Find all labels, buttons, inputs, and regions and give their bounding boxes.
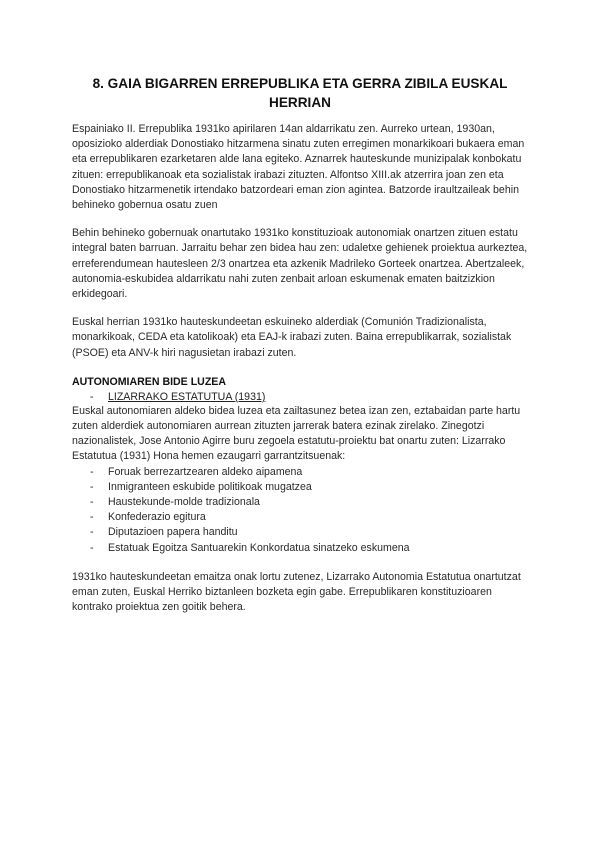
list-item-text: Foruak berrezartzearen aldeko aipamena <box>108 465 303 478</box>
dash-marker: - <box>90 511 94 524</box>
list-item <box>72 525 528 540</box>
dash-marker: - <box>90 390 94 403</box>
spacer <box>72 556 528 570</box>
list-item-text: Inmigranteen eskubide politikoak mugatzea <box>108 480 312 493</box>
dash-marker: - <box>90 465 94 478</box>
list-item-text: Diputazioen papera handitu <box>108 526 238 539</box>
list-item-text: Konfederazio egitura <box>108 511 206 524</box>
paragraph-constitution: Behin behineko gobernuak onartutako 1931ko konstituzioak autonomiak onartzen zituen estatu integral baten barruan. Jarraitu behar zen bidea hau zen: udaletxe gehienek proiektua aurkeztea, erreferendumean hautesleen 2/3 onartzea eta azkenik Madrileko Gorteek onartzea. Abertzaleek, autonomia-eskubidea aldarrikatu nahi zuten zenbait arloan eskumenak ematen baitzizkion erkidegoari. <box>72 227 528 301</box>
features-list <box>72 465 528 556</box>
dash-marker: - <box>90 526 94 539</box>
spacer <box>72 361 528 375</box>
list-item <box>72 510 528 525</box>
list-item-text: Haustekunde-molde tradizionala <box>108 496 260 509</box>
list-item-text: Estatuak Egoitza Santuarekin Konkordatua sinatzeko eskumena <box>108 541 410 554</box>
paragraph-elections: Euskal herrian 1931ko hauteskundeetan eskuineko alderdiak (Comunión Tradizionalista, monarkikoak, CEDA eta katolikoak) eta EAJ-k irabazi zuten. Baina errepublikarrak, sozialistak (PSOE) eta ANV-k hiri nagusietan irabazi zuten. <box>72 316 512 359</box>
list-item <box>72 465 528 480</box>
spacer <box>72 213 528 226</box>
spacer <box>72 302 528 315</box>
paragraph-closing: 1931ko hauteskundeetan emaitza onak lortu zutenez, Lizarrako Autonomia Estatutua onartutzat eman zuten, Euskal Herriko biztanleen bozketa egin gabe. Errepublikaren konstituzioaren kontrako proiektua zen goitik behera. <box>72 570 521 614</box>
list-item <box>72 480 528 495</box>
subsection-item <box>72 390 528 404</box>
list-item <box>72 541 528 556</box>
page-title: 8. GAIA BIGARREN ERREPUBLIKA ETA GERRA ZIBILA EUSKAL HERRIAN <box>92 76 508 110</box>
paragraph-autonomy: Euskal autonomiaren aldeko bidea luzea eta zailtasunez betea izan zen, eztabaidan parte hartu zuten alderdiek autonomiaren aurrean zituzten jarrerak batera ezinak zirelako. Zinegotzi nazionalistek, Jose Antonio Agirre buru zegoela estatutu-proiektu bat onartu zuten: Lizarrako Estatutua (1931) Hona hemen ezaugarri garrantzitsuenak: <box>72 404 521 463</box>
section-heading: AUTONOMIAREN BIDE LUZEA <box>72 375 227 388</box>
dash-marker: - <box>90 496 94 509</box>
paragraph-intro: Espainiako II. Errepublika 1931ko apirilaren 14an aldarrikatu zen. Aurreko urtean, 1930an, oposizioko alderdiak Donostiako hitzarmena sinatu zuten erregimen monarkikoari bukaera eman eta errepublikaren ezarketaren alde lana egiteko. Aznarrek hauteskunde munizipalak konbokatu zituen: errepublikanoak eta sozialistak irabazi zituzten. Alfontso XIII.ak atzerrira joan zen eta Donostiako hitzarmenetik irtendako batzordeari eman zion agintea. Batzorde iraultzaileak behin behineko gobernua osatu zuen <box>72 123 525 212</box>
subsection-title: LIZARRAKO ESTATUTUA (1931) <box>108 390 266 403</box>
list-item <box>72 495 528 510</box>
dash-marker: - <box>90 480 94 493</box>
dash-marker: - <box>90 541 94 554</box>
